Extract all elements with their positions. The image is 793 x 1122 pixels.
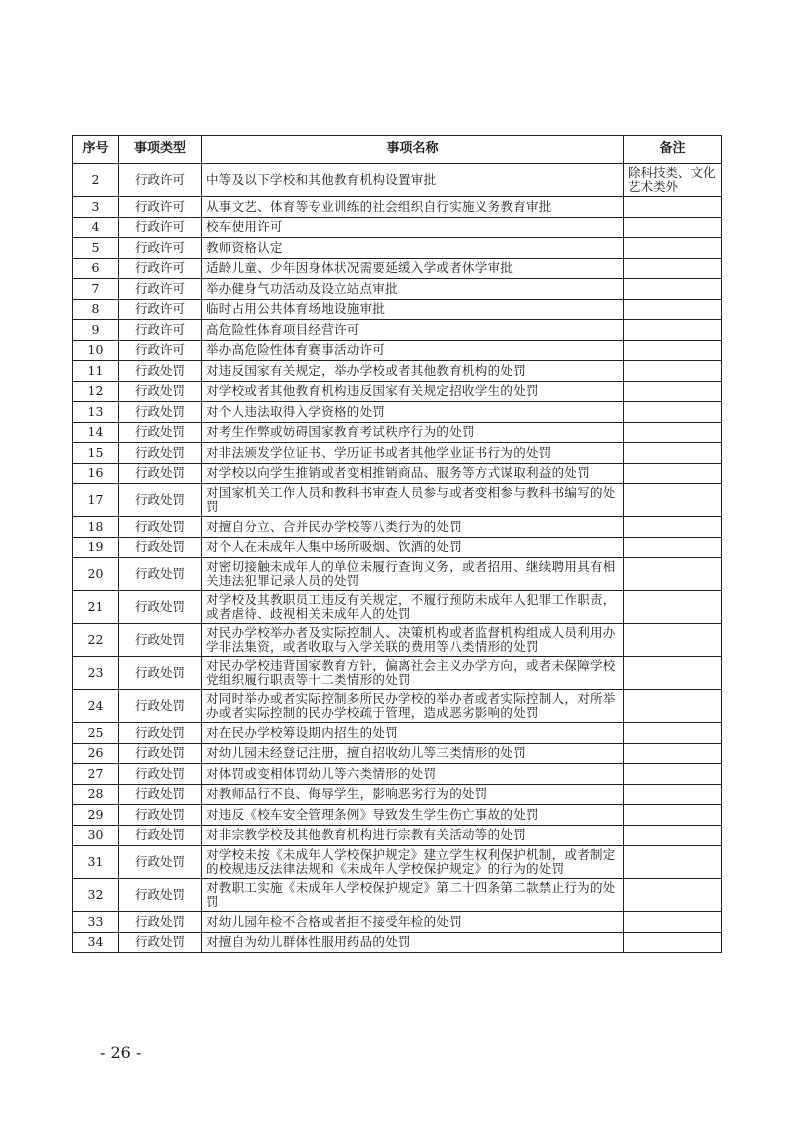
row-number: 25 bbox=[73, 723, 119, 744]
row-name: 对幼儿园年检不合格或者拒不接受年检的处罚 bbox=[202, 912, 624, 933]
row-type: 行政处罚 bbox=[119, 825, 202, 846]
table-row bbox=[73, 846, 722, 879]
row-note bbox=[624, 217, 722, 238]
row-name: 对非宗教学校及其他教育机构进行宗教有关活动等的处罚 bbox=[202, 825, 624, 846]
row-note bbox=[624, 299, 722, 320]
row-number: 4 bbox=[73, 217, 119, 238]
row-name: 从事文艺、体育等专业训练的社会组织自行实施义务教育审批 bbox=[202, 197, 624, 218]
row-type: 行政许可 bbox=[119, 279, 202, 300]
row-type: 行政处罚 bbox=[119, 402, 202, 423]
table-row bbox=[73, 238, 722, 259]
row-name: 对密切接触未成年人的单位未履行查询义务，或者招用、继续聘用具有相关违法犯罪记录人员的处罚 bbox=[202, 558, 624, 591]
table-row bbox=[73, 558, 722, 591]
row-note bbox=[624, 690, 722, 723]
row-type: 行政处罚 bbox=[119, 591, 202, 624]
table-row bbox=[73, 299, 722, 320]
table-row bbox=[73, 381, 722, 402]
row-name: 对个人违法取得入学资格的处罚 bbox=[202, 402, 624, 423]
row-type: 行政许可 bbox=[119, 320, 202, 341]
row-type: 行政处罚 bbox=[119, 484, 202, 517]
row-number: 33 bbox=[73, 912, 119, 933]
row-number: 6 bbox=[73, 258, 119, 279]
row-name: 校车使用许可 bbox=[202, 217, 624, 238]
row-note bbox=[624, 805, 722, 826]
table-row bbox=[73, 879, 722, 912]
row-type: 行政处罚 bbox=[119, 422, 202, 443]
header-num: 序号 bbox=[73, 136, 119, 164]
row-note bbox=[624, 912, 722, 933]
table-row bbox=[73, 690, 722, 723]
row-number: 34 bbox=[73, 932, 119, 953]
row-number: 17 bbox=[73, 484, 119, 517]
row-number: 12 bbox=[73, 381, 119, 402]
row-name: 对考生作弊或妨碍国家教育考试秩序行为的处罚 bbox=[202, 422, 624, 443]
row-number: 8 bbox=[73, 299, 119, 320]
row-type: 行政处罚 bbox=[119, 463, 202, 484]
row-name: 教师资格认定 bbox=[202, 238, 624, 259]
row-name: 对个人在未成年人集中场所吸烟、饮酒的处罚 bbox=[202, 537, 624, 558]
row-name: 对非法颁发学位证书、学历证书或者其他学业证书行为的处罚 bbox=[202, 443, 624, 464]
table-row bbox=[73, 591, 722, 624]
row-name: 对擅自为幼儿群体性服用药品的处罚 bbox=[202, 932, 624, 953]
row-name: 对学校以向学生推销或者变相推销商品、服务等方式谋取利益的处罚 bbox=[202, 463, 624, 484]
row-name: 对学校未按《未成年人学校保护规定》建立学生权利保护机制，或者制定的校规违反法律法规和《未成年人学校保护规定》的行为的处罚 bbox=[202, 846, 624, 879]
table-row bbox=[73, 825, 722, 846]
table-row bbox=[73, 197, 722, 218]
table-row bbox=[73, 258, 722, 279]
row-type: 行政处罚 bbox=[119, 932, 202, 953]
row-note bbox=[624, 320, 722, 341]
row-type: 行政许可 bbox=[119, 258, 202, 279]
row-type: 行政处罚 bbox=[119, 657, 202, 690]
row-type: 行政处罚 bbox=[119, 517, 202, 538]
table-row bbox=[73, 340, 722, 361]
row-note bbox=[624, 537, 722, 558]
row-name: 对学校及其教职员工违反有关规定，不履行预防未成年人犯罪工作职责，或者虐待、歧视相关未成年人的处罚 bbox=[202, 591, 624, 624]
row-note bbox=[624, 258, 722, 279]
table-row bbox=[73, 463, 722, 484]
table-row bbox=[73, 361, 722, 382]
row-note bbox=[624, 279, 722, 300]
row-type: 行政许可 bbox=[119, 340, 202, 361]
row-note bbox=[624, 764, 722, 785]
row-note bbox=[624, 238, 722, 259]
row-note bbox=[624, 879, 722, 912]
row-note bbox=[624, 463, 722, 484]
header-name: 事项名称 bbox=[202, 136, 624, 164]
row-name: 举办健身气功活动及设立站点审批 bbox=[202, 279, 624, 300]
row-type: 行政处罚 bbox=[119, 558, 202, 591]
row-number: 15 bbox=[73, 443, 119, 464]
row-type: 行政处罚 bbox=[119, 912, 202, 933]
row-note bbox=[624, 340, 722, 361]
row-name: 对学校或者其他教育机构违反国家有关规定招收学生的处罚 bbox=[202, 381, 624, 402]
table-row bbox=[73, 443, 722, 464]
row-note bbox=[624, 558, 722, 591]
row-name: 高危险性体育项目经营许可 bbox=[202, 320, 624, 341]
row-type: 行政处罚 bbox=[119, 879, 202, 912]
table-row bbox=[73, 657, 722, 690]
row-name: 对违反《校车安全管理条例》导致发生学生伤亡事故的处罚 bbox=[202, 805, 624, 826]
row-type: 行政许可 bbox=[119, 164, 202, 197]
row-note bbox=[624, 361, 722, 382]
row-type: 行政处罚 bbox=[119, 624, 202, 657]
row-note: 除科技类、文化艺术类外 bbox=[624, 164, 722, 197]
row-name: 对在民办学校筹设期内招生的处罚 bbox=[202, 723, 624, 744]
row-number: 21 bbox=[73, 591, 119, 624]
table-row bbox=[73, 217, 722, 238]
row-note bbox=[624, 825, 722, 846]
row-note bbox=[624, 197, 722, 218]
row-name: 对幼儿园未经登记注册，擅自招收幼儿等三类情形的处罚 bbox=[202, 743, 624, 764]
row-type: 行政处罚 bbox=[119, 764, 202, 785]
row-number: 18 bbox=[73, 517, 119, 538]
table-row bbox=[73, 484, 722, 517]
row-type: 行政许可 bbox=[119, 197, 202, 218]
row-name: 对擅自分立、合并民办学校等八类行为的处罚 bbox=[202, 517, 624, 538]
row-note bbox=[624, 402, 722, 423]
table-row bbox=[73, 743, 722, 764]
row-name: 对体罚或变相体罚幼儿等六类情形的处罚 bbox=[202, 764, 624, 785]
row-type: 行政处罚 bbox=[119, 846, 202, 879]
row-type: 行政许可 bbox=[119, 217, 202, 238]
table-row bbox=[73, 764, 722, 785]
table-row bbox=[73, 912, 722, 933]
row-type: 行政处罚 bbox=[119, 784, 202, 805]
row-number: 11 bbox=[73, 361, 119, 382]
row-type: 行政处罚 bbox=[119, 443, 202, 464]
row-number: 23 bbox=[73, 657, 119, 690]
table-row bbox=[73, 932, 722, 953]
table-row bbox=[73, 537, 722, 558]
table-row bbox=[73, 805, 722, 826]
row-number: 29 bbox=[73, 805, 119, 826]
row-type: 行政处罚 bbox=[119, 743, 202, 764]
row-name: 对教职工实施《未成年人学校保护规定》第二十四条第二款禁止行为的处罚 bbox=[202, 879, 624, 912]
row-type: 行政许可 bbox=[119, 238, 202, 259]
table-row bbox=[73, 517, 722, 538]
row-note bbox=[624, 517, 722, 538]
row-note bbox=[624, 422, 722, 443]
table-row bbox=[73, 723, 722, 744]
row-number: 22 bbox=[73, 624, 119, 657]
row-note bbox=[624, 624, 722, 657]
row-number: 16 bbox=[73, 463, 119, 484]
row-note bbox=[624, 932, 722, 953]
row-name: 中等及以下学校和其他教育机构设置审批 bbox=[202, 164, 624, 197]
row-name: 对教师品行不良、侮辱学生，影响恶劣行为的处罚 bbox=[202, 784, 624, 805]
header-note: 备注 bbox=[624, 136, 722, 164]
row-note bbox=[624, 381, 722, 402]
row-number: 31 bbox=[73, 846, 119, 879]
table-header-row bbox=[73, 136, 722, 164]
page-number: - 26 - bbox=[100, 1043, 142, 1062]
row-type: 行政许可 bbox=[119, 299, 202, 320]
row-number: 14 bbox=[73, 422, 119, 443]
row-name: 举办高危险性体育赛事活动许可 bbox=[202, 340, 624, 361]
row-note bbox=[624, 723, 722, 744]
row-name: 适龄儿童、少年因身体状况需要延缓入学或者休学审批 bbox=[202, 258, 624, 279]
row-number: 26 bbox=[73, 743, 119, 764]
header-type: 事项类型 bbox=[119, 136, 202, 164]
table-row bbox=[73, 279, 722, 300]
row-number: 7 bbox=[73, 279, 119, 300]
row-number: 24 bbox=[73, 690, 119, 723]
row-number: 28 bbox=[73, 784, 119, 805]
row-note bbox=[624, 443, 722, 464]
row-type: 行政处罚 bbox=[119, 537, 202, 558]
row-type: 行政处罚 bbox=[119, 381, 202, 402]
row-number: 5 bbox=[73, 238, 119, 259]
row-number: 19 bbox=[73, 537, 119, 558]
row-number: 27 bbox=[73, 764, 119, 785]
row-name: 对违反国家有关规定，举办学校或者其他教育机构的处罚 bbox=[202, 361, 624, 382]
items-table bbox=[72, 135, 722, 953]
row-number: 2 bbox=[73, 164, 119, 197]
row-note bbox=[624, 846, 722, 879]
row-type: 行政处罚 bbox=[119, 361, 202, 382]
row-name: 临时占用公共体育场地设施审批 bbox=[202, 299, 624, 320]
row-number: 13 bbox=[73, 402, 119, 423]
row-number: 32 bbox=[73, 879, 119, 912]
row-number: 10 bbox=[73, 340, 119, 361]
row-name: 对同时举办或者实际控制多所民办学校的举办者或者实际控制人，对所举办或者实际控制的民办学校疏于管理，造成恶劣影响的处罚 bbox=[202, 690, 624, 723]
row-note bbox=[624, 484, 722, 517]
row-name: 对国家机关工作人员和教科书审查人员参与或者变相参与教科书编写的处罚 bbox=[202, 484, 624, 517]
table-row bbox=[73, 164, 722, 197]
row-number: 30 bbox=[73, 825, 119, 846]
row-note bbox=[624, 657, 722, 690]
row-type: 行政处罚 bbox=[119, 805, 202, 826]
row-type: 行政处罚 bbox=[119, 723, 202, 744]
table-row bbox=[73, 422, 722, 443]
row-number: 3 bbox=[73, 197, 119, 218]
table-row bbox=[73, 784, 722, 805]
table-row bbox=[73, 402, 722, 423]
table-row bbox=[73, 320, 722, 341]
row-number: 20 bbox=[73, 558, 119, 591]
row-name: 对民办学校举办者及实际控制人、决策机构或者监督机构组成人员利用办学非法集资，或者收取与入学关联的费用等八类情形的处罚 bbox=[202, 624, 624, 657]
row-note bbox=[624, 591, 722, 624]
row-number: 9 bbox=[73, 320, 119, 341]
row-name: 对民办学校违背国家教育方针，偏离社会主义办学方向，或者未保障学校党组织履行职责等十二类情形的处罚 bbox=[202, 657, 624, 690]
row-note bbox=[624, 784, 722, 805]
table-row bbox=[73, 624, 722, 657]
row-type: 行政处罚 bbox=[119, 690, 202, 723]
row-note bbox=[624, 743, 722, 764]
